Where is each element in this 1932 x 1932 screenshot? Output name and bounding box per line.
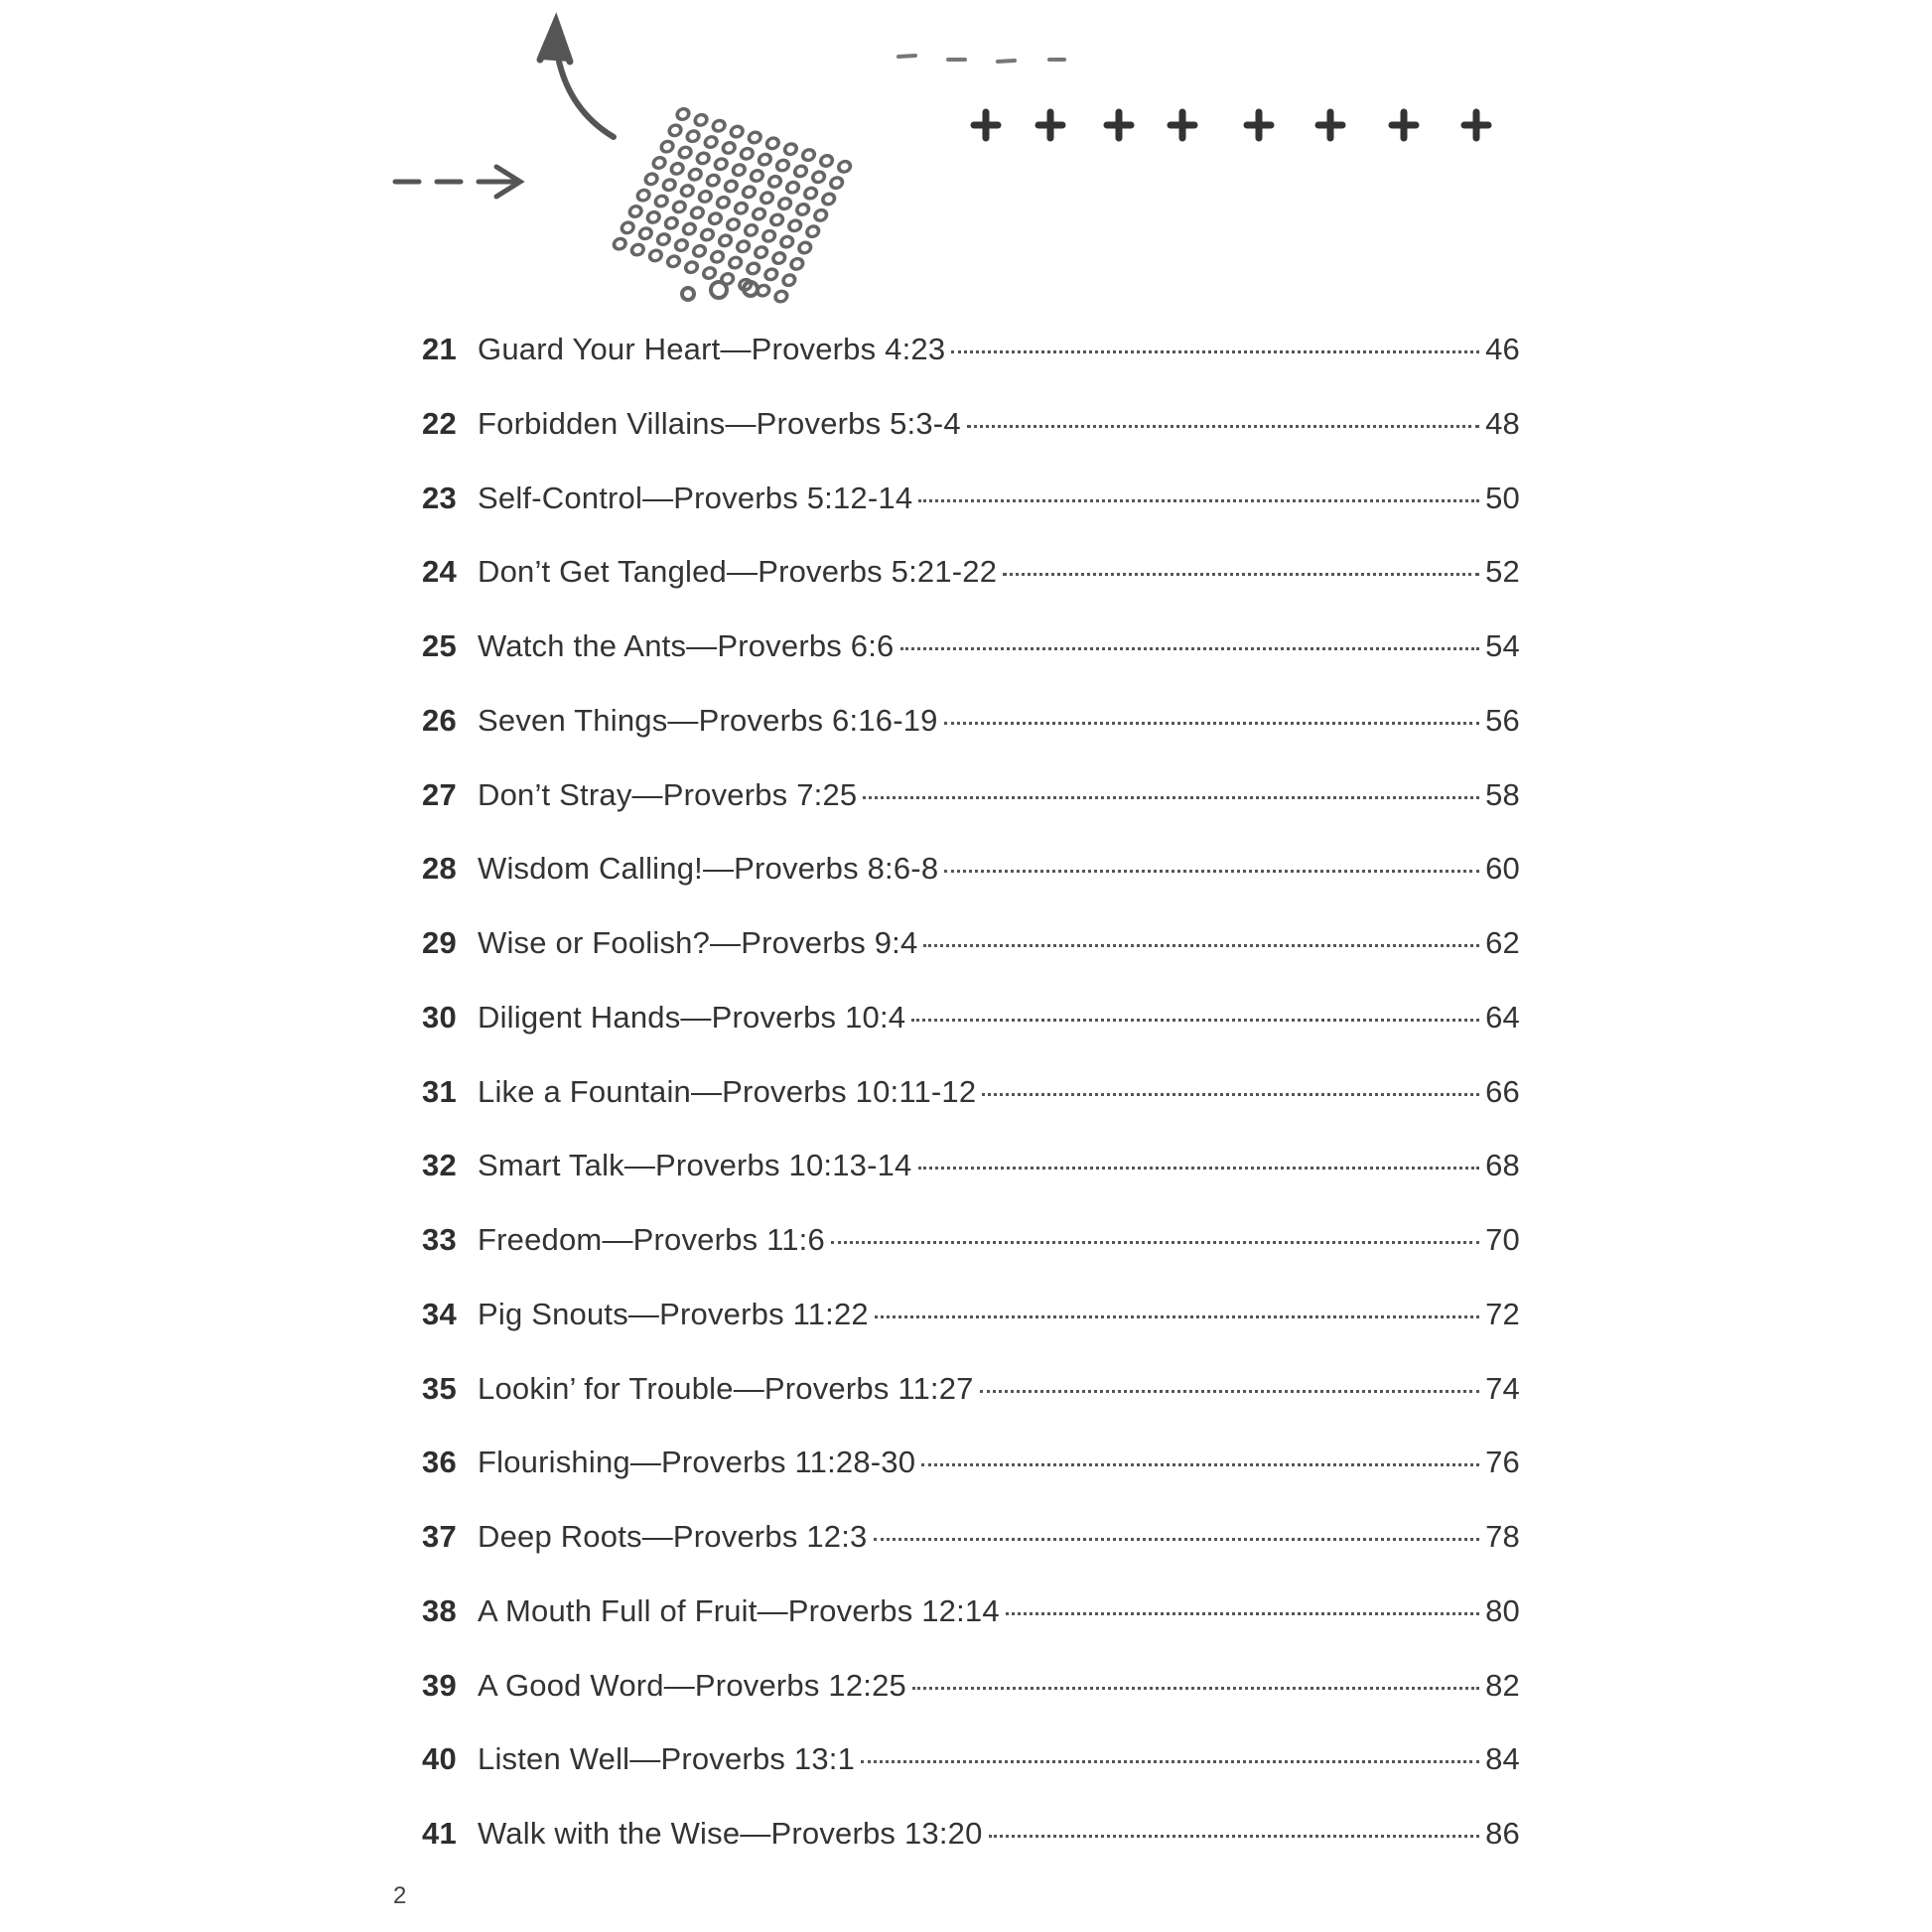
entry-title: Self-Control—Proverbs 5:12-14 — [478, 480, 913, 515]
toc-entry — [422, 546, 1520, 598]
toc-entry — [422, 1289, 1520, 1340]
entry-number: 21 — [422, 332, 457, 366]
dot-leader — [861, 1760, 1479, 1763]
entry-number: 38 — [422, 1592, 457, 1628]
entry-page-number: 86 — [1485, 1816, 1520, 1851]
entry-number: 32 — [422, 1148, 457, 1183]
entry-title: Wisdom Calling!—Proverbs 8:6-8 — [478, 851, 939, 887]
entry-page-number: 56 — [1485, 702, 1520, 738]
entry-title: A Good Word—Proverbs 12:25 — [478, 1667, 906, 1703]
dot-leader — [980, 1390, 1479, 1393]
entry-page-number: 52 — [1485, 554, 1520, 590]
toc-entry — [422, 1363, 1520, 1415]
entry-title: Watch the Ants—Proverbs 6:6 — [478, 628, 895, 663]
dot-leader — [911, 1019, 1479, 1022]
toc-entry — [422, 769, 1520, 821]
dot-leader — [982, 1093, 1479, 1096]
entry-title: Don’t Get Tangled—Proverbs 5:21-22 — [478, 554, 998, 590]
entry-title: Listen Well—Proverbs 13:1 — [478, 1741, 856, 1777]
entry-number: 40 — [422, 1741, 457, 1777]
entry-title: Freedom—Proverbs 11:6 — [478, 1222, 825, 1257]
dot-leader — [944, 722, 1480, 725]
dot-leader — [912, 1687, 1479, 1690]
entry-title: Like a Fountain—Proverbs 10:11-12 — [478, 1073, 977, 1109]
toc-entry — [422, 1586, 1520, 1637]
entry-title: Pig Snouts—Proverbs 11:22 — [478, 1296, 869, 1331]
entry-title: Flourishing—Proverbs 11:28-30 — [478, 1445, 916, 1480]
entry-title: Don’t Stray—Proverbs 7:25 — [478, 776, 858, 812]
entry-page-number: 50 — [1485, 480, 1520, 515]
entry-page-number: 58 — [1485, 776, 1520, 812]
entry-number: 30 — [422, 999, 457, 1035]
dot-leader — [951, 350, 1479, 353]
entry-title: A Mouth Full of Fruit—Proverbs 12:14 — [478, 1592, 1000, 1628]
entry-page-number: 78 — [1485, 1519, 1520, 1554]
entry-page-number: 62 — [1485, 925, 1520, 960]
entry-page-number: 80 — [1485, 1592, 1520, 1628]
dot-leader — [989, 1835, 1480, 1838]
dot-leader — [874, 1538, 1480, 1541]
dot-leader — [875, 1315, 1479, 1318]
toc-entry — [422, 843, 1520, 895]
dot-leader — [918, 499, 1479, 502]
entry-title: Forbidden Villains—Proverbs 5:3-4 — [478, 405, 961, 441]
entry-page-number: 64 — [1485, 999, 1520, 1035]
entry-page-number: 54 — [1485, 628, 1520, 663]
entry-number: 23 — [422, 480, 457, 515]
entry-page-number: 66 — [1485, 1073, 1520, 1109]
dot-leader — [921, 1463, 1479, 1466]
entry-number: 35 — [422, 1370, 457, 1406]
entry-title: Seven Things—Proverbs 6:16-19 — [478, 702, 938, 738]
entry-number: 36 — [422, 1445, 457, 1480]
toc-entry — [422, 473, 1520, 524]
toc-entry — [422, 695, 1520, 747]
entry-number: 39 — [422, 1667, 457, 1703]
entry-number: 29 — [422, 925, 457, 960]
entry-page-number: 48 — [1485, 405, 1520, 441]
entry-number: 28 — [422, 851, 457, 887]
toc-entry — [422, 917, 1520, 969]
toc-entry — [422, 992, 1520, 1043]
entry-number: 34 — [422, 1296, 457, 1331]
dot-leader — [831, 1241, 1479, 1244]
entry-title: Guard Your Heart—Proverbs 4:23 — [478, 332, 946, 366]
toc-entry — [422, 398, 1520, 450]
entry-page-number: 46 — [1485, 332, 1520, 366]
entry-number: 24 — [422, 554, 457, 590]
entry-page-number: 76 — [1485, 1445, 1520, 1480]
toc-entry — [422, 1511, 1520, 1563]
toc-entry — [422, 324, 1520, 375]
entry-title: Deep Roots—Proverbs 12:3 — [478, 1519, 868, 1554]
entry-number: 37 — [422, 1519, 457, 1554]
dot-leader — [1006, 1612, 1479, 1615]
page-number: 2 — [393, 1882, 407, 1909]
toc-entry — [422, 1066, 1520, 1118]
toc-entry — [422, 1214, 1520, 1266]
toc-entry — [422, 1140, 1520, 1191]
entry-title: Lookin’ for Trouble—Proverbs 11:27 — [478, 1370, 974, 1406]
toc-entry — [422, 1733, 1520, 1785]
dot-leader — [967, 425, 1479, 428]
toc-entry — [422, 1808, 1520, 1860]
dot-leader — [863, 796, 1479, 799]
toc-entry — [422, 621, 1520, 672]
entry-number: 33 — [422, 1222, 457, 1257]
entry-number: 27 — [422, 776, 457, 812]
entry-title: Smart Talk—Proverbs 10:13-14 — [478, 1148, 912, 1183]
entry-number: 22 — [422, 405, 457, 441]
toc-entry — [422, 1660, 1520, 1712]
entry-page-number: 74 — [1485, 1370, 1520, 1406]
dot-leader — [1003, 573, 1479, 576]
entry-number: 25 — [422, 628, 457, 663]
entry-page-number: 60 — [1485, 851, 1520, 887]
dot-leader — [900, 647, 1480, 650]
entry-number: 41 — [422, 1816, 457, 1851]
dot-leader — [918, 1167, 1480, 1170]
entry-page-number: 84 — [1485, 1741, 1520, 1777]
entry-number: 26 — [422, 702, 457, 738]
toc-entry — [422, 1437, 1520, 1488]
entry-title: Walk with the Wise—Proverbs 13:20 — [478, 1816, 983, 1851]
entry-page-number: 72 — [1485, 1296, 1520, 1331]
entry-title: Diligent Hands—Proverbs 10:4 — [478, 999, 906, 1035]
entry-number: 31 — [422, 1073, 457, 1109]
dot-leader — [923, 944, 1479, 947]
entry-page-number: 70 — [1485, 1222, 1520, 1257]
dot-leader — [944, 870, 1479, 873]
entry-page-number: 68 — [1485, 1148, 1520, 1183]
entry-page-number: 82 — [1485, 1667, 1520, 1703]
entry-title: Wise or Foolish?—Proverbs 9:4 — [478, 925, 918, 960]
